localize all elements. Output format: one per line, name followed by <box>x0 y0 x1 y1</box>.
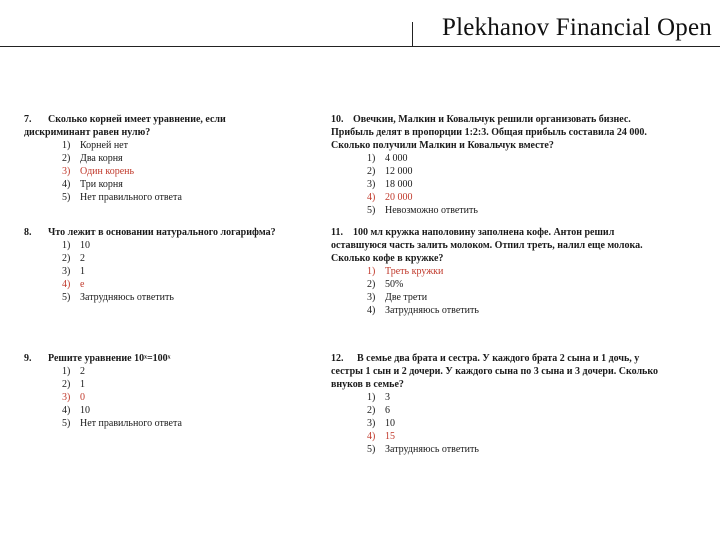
option: 2) 50% <box>367 279 404 290</box>
option: 2) 12 000 <box>367 166 413 177</box>
header-divider-tick <box>412 22 413 47</box>
question-body: Овечкин, Малкин и Ковальчук решили организовать бизнес. Прибыль делят в пропорции 1:2:3. Общая прибыль составила 24 000. Сколько получили Малкин и Ковальчук вместе? <box>331 114 647 151</box>
option: 5) Невозможно ответить <box>367 205 478 216</box>
question-body: В семье два брата и сестра. У каждого брата 2 сына и 1 дочь, у сестры 1 сын и 2 дочери. У каждого сына по 3 сына и 3 дочери. Сколько внуков в семье? <box>331 353 658 390</box>
question-12 <box>331 352 671 456</box>
options-list <box>331 265 661 317</box>
question-10 <box>331 113 661 217</box>
option: 3) Две трети <box>367 292 428 303</box>
option: 3) 10 <box>367 418 395 429</box>
option: 2) 1 <box>62 379 85 390</box>
option: 4) Три корня <box>62 179 123 190</box>
question-body: Сколько корней имеет уравнение, если дискриминант равен нулю? <box>24 114 226 138</box>
option-correct: 3) 0 <box>62 392 85 403</box>
question-text <box>24 352 314 365</box>
option: 1) 3 <box>367 392 390 403</box>
question-number: 11. <box>331 227 343 238</box>
question-text <box>24 226 314 239</box>
header-divider <box>0 46 720 47</box>
option: 5) Нет правильного ответа <box>62 192 182 203</box>
options-list <box>24 139 284 204</box>
question-body: Что лежит в основании натурального логарифма? <box>48 227 276 238</box>
question-number: 9. <box>24 353 32 364</box>
option: 1) Корней нет <box>62 140 128 151</box>
question-body: Решите уравнение 10ˣ=100ˣ <box>48 353 171 364</box>
options-list <box>331 152 661 217</box>
option-correct: 1) Треть кружки <box>367 266 444 277</box>
question-number: 10. <box>331 114 344 125</box>
question-text <box>331 226 661 265</box>
option: 2) Два корня <box>62 153 123 164</box>
question-text <box>331 352 671 391</box>
option: 4) 10 <box>62 405 90 416</box>
option: 5) Затрудняюсь ответить <box>62 292 174 303</box>
option: 2) 2 <box>62 253 85 264</box>
option-correct: 3) Один корень <box>62 166 135 177</box>
question-text <box>24 113 284 139</box>
question-number: 12. <box>331 353 344 364</box>
option: 5) Нет правильного ответа <box>62 418 182 429</box>
option: 1) 2 <box>62 366 85 377</box>
option-correct: 4) e <box>62 279 85 290</box>
question-text <box>331 113 661 152</box>
question-number: 8. <box>24 227 32 238</box>
option: 5) Затрудняюсь ответить <box>367 444 479 455</box>
option-correct: 4) 15 <box>367 431 395 442</box>
options-list <box>24 365 314 430</box>
page-title: Plekhanov Financial Open <box>441 14 712 41</box>
option: 1) 10 <box>62 240 90 251</box>
question-8 <box>24 226 314 304</box>
options-list <box>24 239 314 304</box>
option-correct: 4) 20 000 <box>367 192 413 203</box>
option: 2) 6 <box>367 405 390 416</box>
option: 4) Затрудняюсь ответить <box>367 305 479 316</box>
options-list <box>331 391 671 456</box>
question-body: 100 мл кружка наполовину заполнена кофе. Антон решил оставшуюся часть залить молоком. Отпил треть, налил еще молока. Сколько кофе в кружке? <box>331 227 643 264</box>
option: 3) 18 000 <box>367 179 413 190</box>
question-11 <box>331 226 661 317</box>
option: 1) 4 000 <box>367 153 408 164</box>
option: 3) 1 <box>62 266 85 277</box>
question-9 <box>24 352 314 430</box>
question-7 <box>24 113 284 204</box>
question-number: 7. <box>24 114 32 125</box>
